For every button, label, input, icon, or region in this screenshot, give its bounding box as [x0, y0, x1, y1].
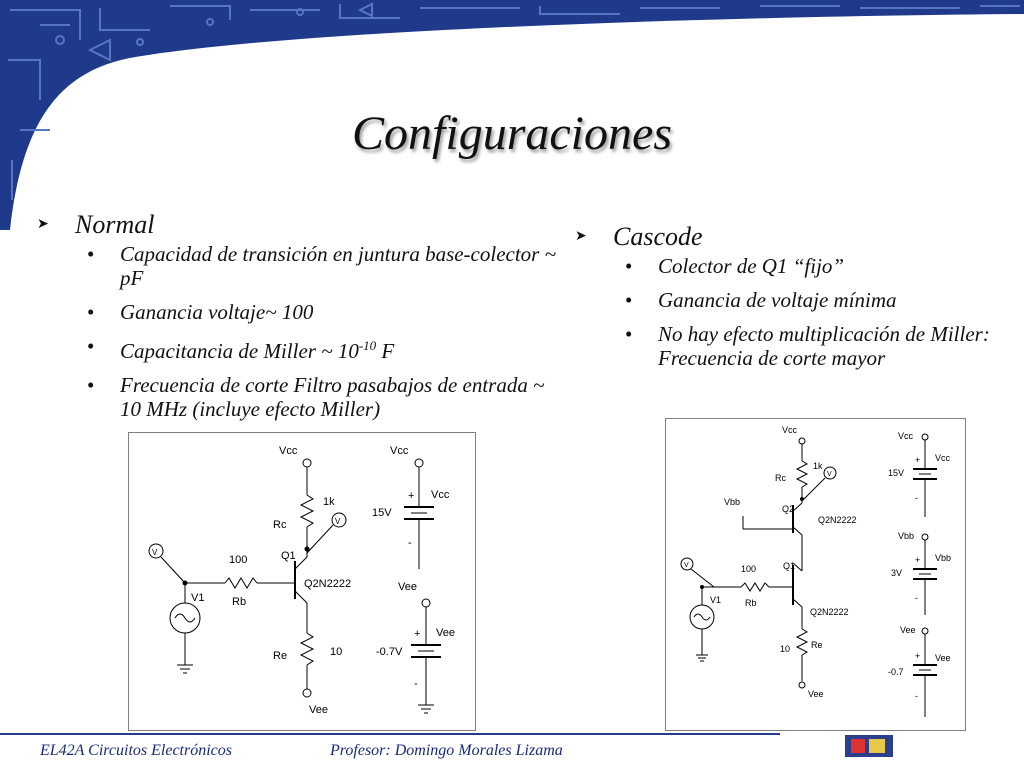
- label-3v: 3V: [891, 568, 903, 578]
- list-item: • Ganancia de voltaje mínima: [625, 288, 897, 312]
- label-minus: -: [915, 493, 918, 503]
- label-probe-c: V: [335, 517, 341, 526]
- label-100: 100: [741, 564, 757, 574]
- label-plus: +: [915, 555, 921, 565]
- slide-footer: [0, 730, 1024, 768]
- bullet-dot-icon: •: [87, 373, 95, 397]
- label-rb: Rb: [232, 596, 247, 608]
- heading-cascode: [575, 222, 1005, 252]
- bullet-dot-icon: •: [625, 322, 633, 346]
- label-vcc-source: Vcc: [390, 445, 409, 457]
- normal-bullet-list: [37, 242, 557, 421]
- label-vbb-source: Vbb: [898, 531, 915, 541]
- label-1k: 1k: [813, 461, 823, 471]
- cascode-schematic: [665, 418, 966, 731]
- resistor-re-icon: [797, 629, 807, 655]
- label-probe-c: V: [827, 471, 832, 478]
- label-minus: -: [408, 537, 412, 549]
- label-plus: +: [915, 651, 921, 661]
- vee-terminal-icon: [303, 689, 311, 697]
- resistor-rc-icon: [301, 495, 313, 527]
- slide-title: Configuraciones: [352, 107, 672, 160]
- label-q-model: Q2N2222: [304, 578, 352, 590]
- resistor-re-icon: [301, 633, 313, 665]
- left-column: [37, 210, 557, 431]
- label-vcc-side: Vcc: [431, 489, 450, 501]
- heading-normal-text: Normal: [75, 210, 155, 239]
- footer-divider: [0, 733, 780, 735]
- label-plus: +: [915, 455, 921, 465]
- cascode-bullet-list: [575, 254, 1005, 370]
- label-vbb: Vbb: [724, 497, 741, 507]
- label-re: Re: [273, 650, 288, 662]
- label-q2-model: Q2N2222: [818, 515, 857, 525]
- label-10: 10: [330, 646, 343, 658]
- label-q1: Q1: [783, 561, 796, 571]
- list-item: • Capacidad de transición en juntura base-colector ~ pF: [87, 242, 556, 290]
- arrow-bullet-icon: ➤: [37, 217, 49, 232]
- bullet-dot-icon: •: [625, 254, 633, 278]
- label-15v: 15V: [888, 468, 905, 478]
- footer-course: EL42A Circuitos Electrónicos: [40, 742, 232, 759]
- label-vcc-source: Vcc: [898, 431, 914, 441]
- label-vee-source: Vee: [900, 625, 916, 635]
- label-minus: -: [414, 678, 418, 690]
- label-rb: Rb: [745, 598, 757, 608]
- list-item: • No hay efecto multiplicación de Miller: Frecuencia de corte mayor: [625, 322, 990, 370]
- bullet-dot-icon: •: [625, 288, 633, 312]
- exponent: -10: [358, 338, 377, 353]
- bullet-dot-icon: •: [87, 334, 95, 358]
- label-q1: Q1: [281, 550, 296, 562]
- list-item: • Frecuencia de corte Filtro pasabajos de entrada ~ 10 MHz (incluye efecto Miller): [87, 373, 545, 421]
- university-logo-icon: [845, 735, 893, 757]
- label-neg-07v: -0.7V: [376, 646, 403, 658]
- label-vbb-side: Vbb: [935, 553, 952, 563]
- label-rc: Rc: [775, 473, 786, 483]
- bullet-dot-icon: •: [87, 242, 95, 266]
- label-q2: Q2: [782, 504, 795, 514]
- label-v1: V1: [710, 595, 722, 605]
- label-probe-in: V: [684, 562, 689, 569]
- label-v1: V1: [191, 592, 205, 604]
- label-plus: +: [408, 490, 415, 502]
- label-probe-in: V: [152, 548, 158, 557]
- label-neg-07: -0.7: [888, 667, 904, 677]
- resistor-rb-icon: [225, 578, 257, 588]
- label-vee: Vee: [309, 704, 328, 716]
- vcc-terminal-icon: [303, 459, 311, 467]
- resistor-rc-icon: [797, 461, 807, 487]
- list-item: • Colector de Q1 “fijo”: [625, 254, 845, 278]
- label-minus: -: [915, 593, 918, 603]
- arrow-bullet-icon: ➤: [575, 229, 587, 244]
- bullet-dot-icon: •: [87, 300, 95, 324]
- label-100: 100: [229, 554, 248, 566]
- label-15v: 15V: [372, 507, 392, 519]
- label-re: Re: [811, 640, 823, 650]
- label-vee: Vee: [808, 689, 824, 699]
- label-minus: -: [915, 691, 918, 701]
- heading-cascode-text: Cascode: [613, 222, 703, 251]
- label-rc: Rc: [273, 519, 287, 531]
- right-column: [575, 222, 1005, 380]
- label-1k: 1k: [323, 496, 335, 508]
- label-vee-side: Vee: [436, 627, 455, 639]
- label-q1-model: Q2N2222: [810, 607, 849, 617]
- label-10: 10: [780, 644, 791, 654]
- footer-professor: Profesor: Domingo Morales Lizama: [330, 742, 563, 759]
- label-vcc-side: Vcc: [935, 453, 951, 463]
- heading-normal: [37, 210, 557, 240]
- label-vee-source: Vee: [398, 581, 417, 593]
- label-vcc: Vcc: [279, 445, 298, 457]
- list-item: • Ganancia voltaje~ 100: [87, 300, 314, 324]
- label-vee-side: Vee: [935, 653, 951, 663]
- common-emitter-schematic: [128, 432, 476, 731]
- list-item: • Capacitancia de Miller ~ $10^{-10}$ F: [87, 334, 395, 363]
- label-plus: +: [414, 628, 421, 640]
- resistor-rb-icon: [741, 583, 769, 591]
- label-vcc: Vcc: [782, 425, 798, 435]
